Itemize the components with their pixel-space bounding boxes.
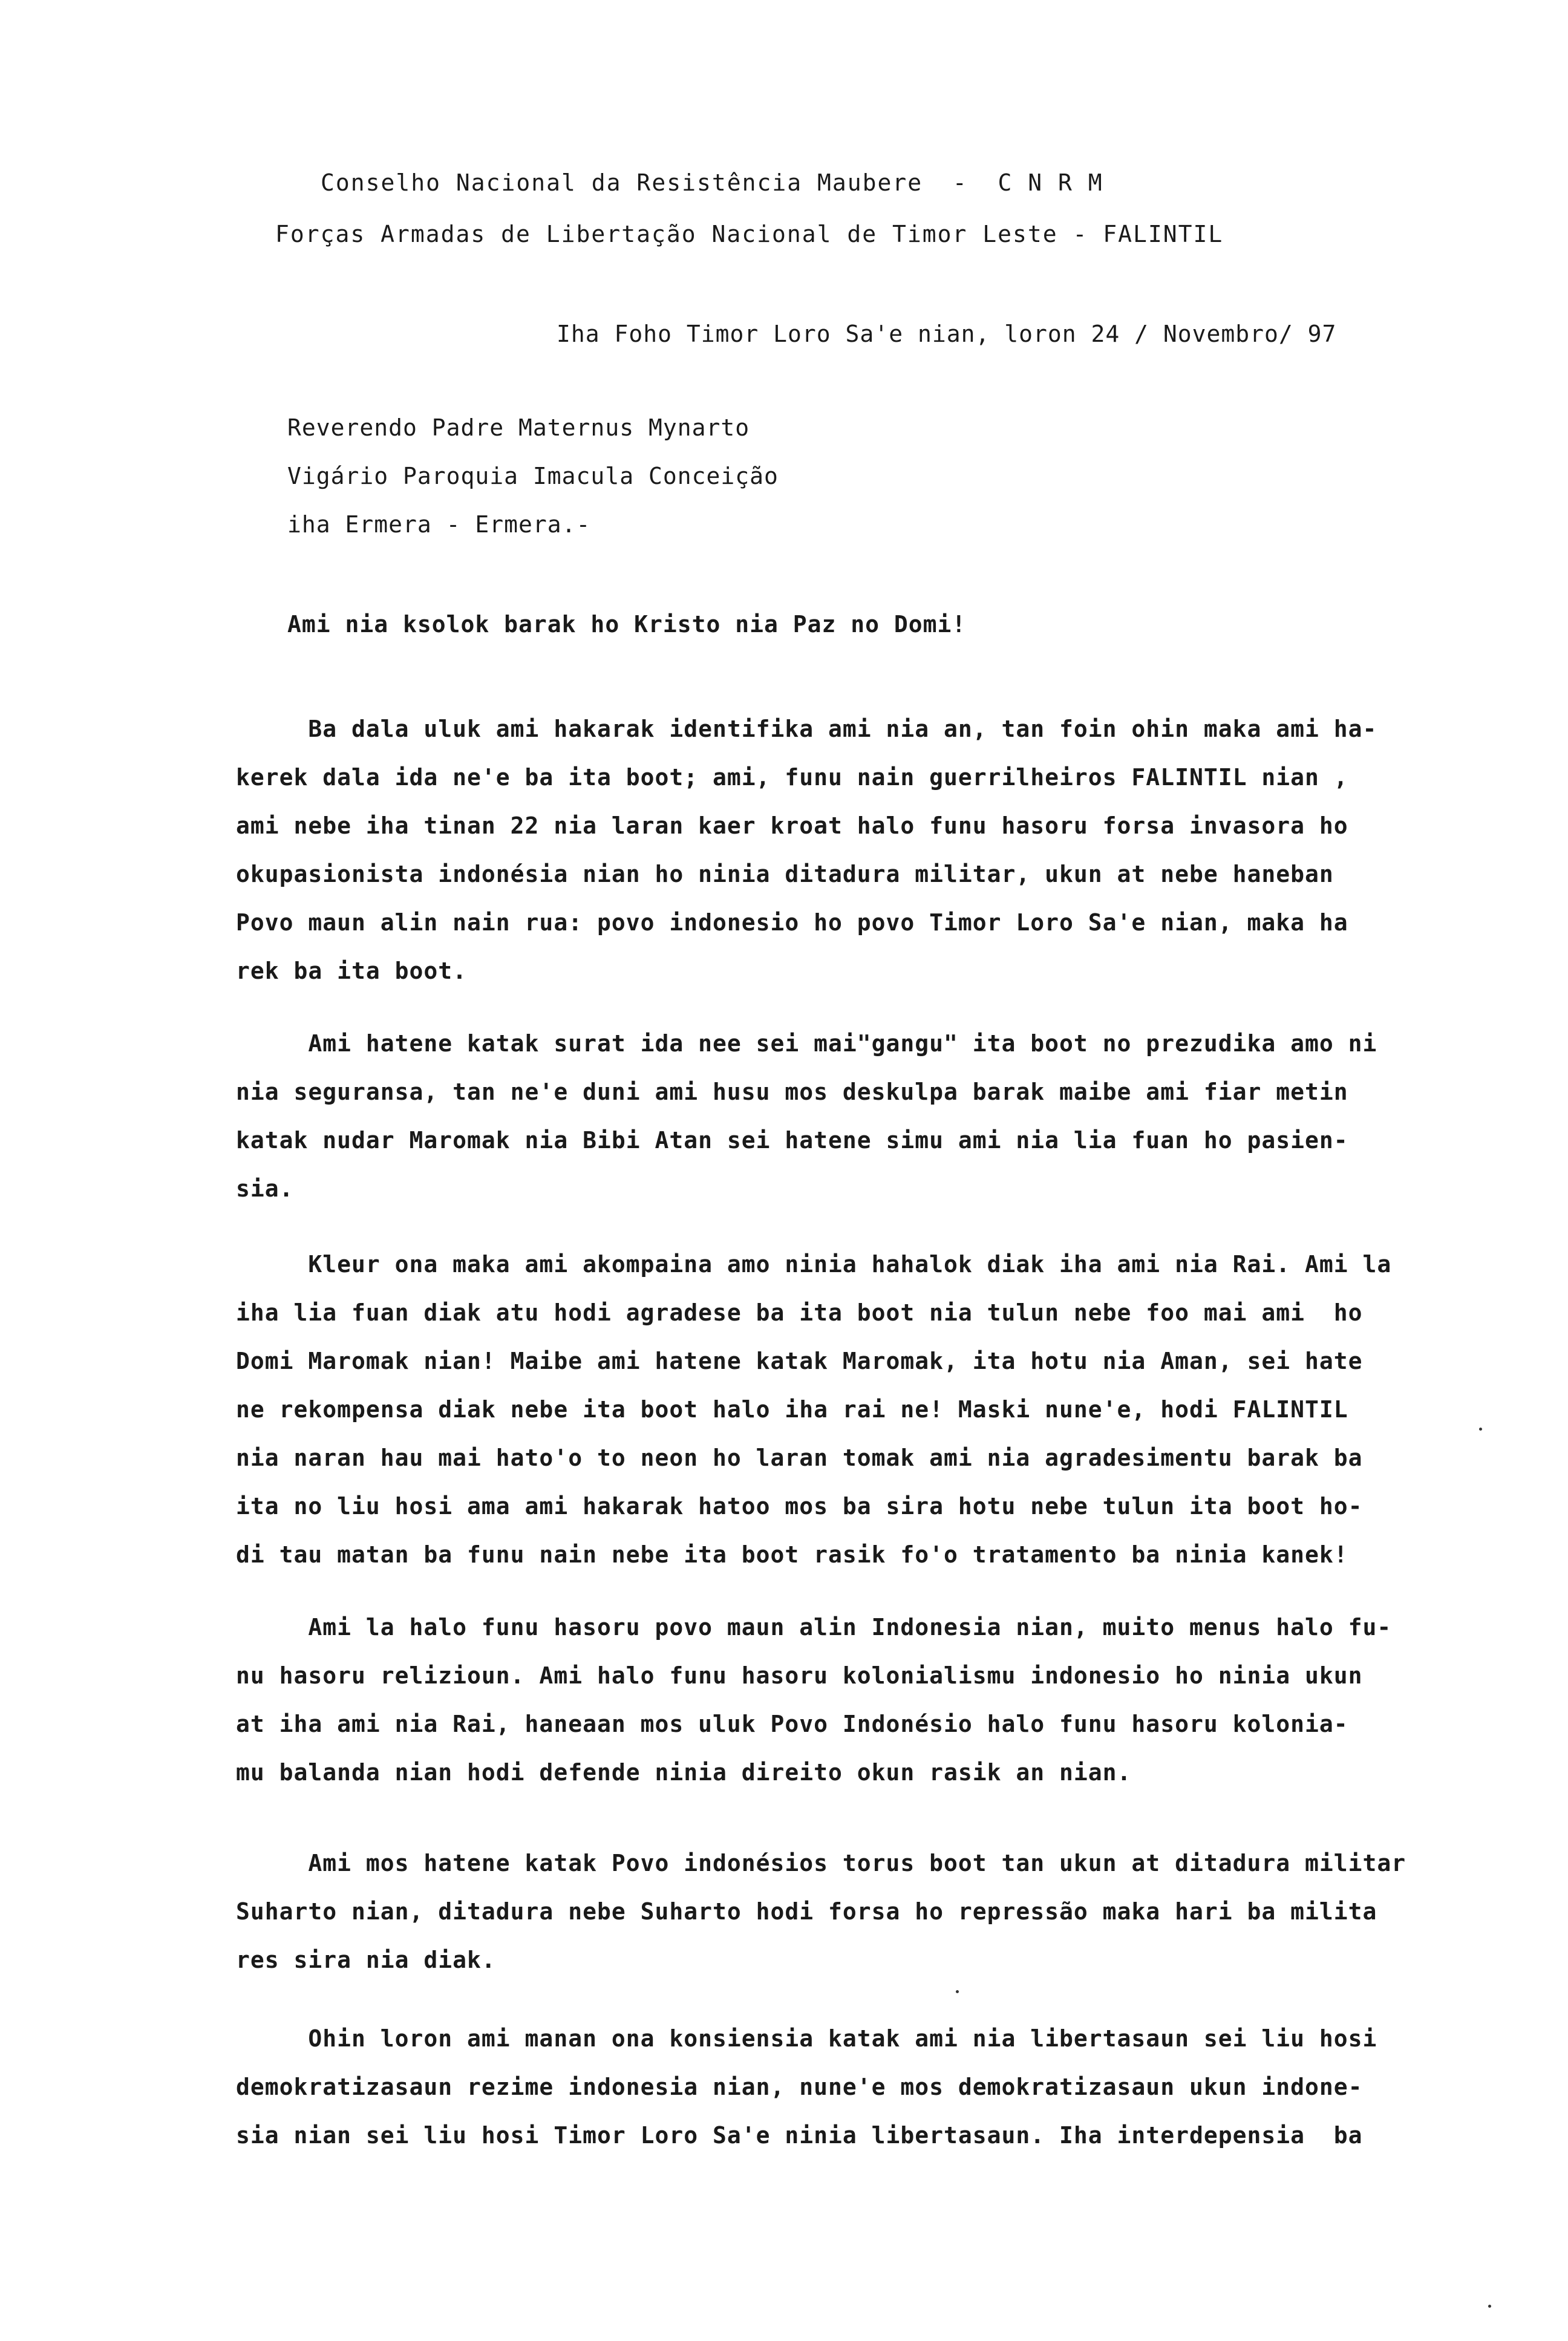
text-line: nu hasoru relizioun. Ami halo funu hasoru kolonialismu indonesio ho ninia ukun bbox=[236, 1662, 1363, 1689]
text-line: Ba dala uluk ami hakarak identifika ami nia an, tan foin ohin maka ami ha- bbox=[236, 716, 1377, 742]
text-line: kerek dala ida ne'e ba ita boot; ami, funu nain guerrilheiros FALINTIL nian , bbox=[236, 764, 1348, 791]
text-line: Povo maun alin nain rua: povo indonesio ho povo Timor Loro Sa'e nian, maka ha bbox=[236, 909, 1348, 936]
text-line: at iha ami nia Rai, haneaan mos uluk Povo Indonésio halo funu hasoru kolonia- bbox=[236, 1711, 1348, 1737]
paragraph-6 bbox=[236, 2014, 1410, 2160]
paragraph-4 bbox=[236, 1603, 1410, 1797]
dateline: Iha Foho Timor Loro Sa'e nian, loron 24 / Novembro/ 97 bbox=[557, 321, 1337, 347]
text-line: katak nudar Maromak nia Bibi Atan sei hatene simu ami nia lia fuan ho pasien- bbox=[236, 1127, 1348, 1154]
text-line: Ohin loron ami manan ona konsiensia katak ami nia libertasaun sei liu hosi bbox=[236, 2025, 1377, 2052]
text-line: di tau matan ba funu nain nebe ita boot rasik fo'o tratamento ba ninia kanek! bbox=[236, 1541, 1348, 1568]
text-line: okupasionista indonésia nian ho ninia ditadura militar, ukun at nebe haneban bbox=[236, 861, 1334, 887]
text-line: rek ba ita boot. bbox=[236, 958, 468, 984]
text-line: mu balanda nian hodi defende ninia direito okun rasik an nian. bbox=[236, 1759, 1132, 1786]
text-line: res sira nia diak. bbox=[236, 1947, 496, 1973]
addressee-title: Vigário Paroquia Imacula Conceição bbox=[287, 463, 779, 489]
paragraph-3 bbox=[236, 1240, 1410, 1579]
addressee-location: iha Ermera - Ermera.- bbox=[287, 511, 591, 538]
paragraph-5 bbox=[236, 1839, 1410, 1984]
text-line: Suharto nian, ditadura nebe Suharto hodi forsa ho repressão maka hari ba milita bbox=[236, 1898, 1377, 1925]
header-organization-falintil: Forças Armadas de Libertação Nacional de Timor Leste - FALINTIL bbox=[275, 221, 1224, 247]
text-line: Ami la halo funu hasoru povo maun alin Indonesia nian, muito menus halo fu- bbox=[236, 1614, 1392, 1641]
header-organization-cnrm: Conselho Nacional da Resistência Maubere - C N R M bbox=[321, 169, 1103, 196]
text-line: ita no liu hosi ama ami hakarak hatoo mos ba sira hotu nebe tulun ita boot ho- bbox=[236, 1493, 1363, 1520]
greeting: Ami nia ksolok barak ho Kristo nia Paz no Domi! bbox=[287, 611, 967, 638]
text-line: sia. bbox=[236, 1175, 294, 1202]
text-line: Domi Maromak nian! Maibe ami hatene katak Maromak, ita hotu nia Aman, sei hate bbox=[236, 1348, 1363, 1374]
scan-speck bbox=[956, 1990, 959, 1993]
text-line: ami nebe iha tinan 22 nia laran kaer kroat halo funu hasoru forsa invasora ho bbox=[236, 812, 1348, 839]
text-line: nia seguransa, tan ne'e duni ami husu mos deskulpa barak maibe ami fiar metin bbox=[236, 1079, 1348, 1105]
text-line: Kleur ona maka ami akompaina amo ninia hahalok diak iha ami nia Rai. Ami la bbox=[236, 1251, 1392, 1278]
paragraph-2 bbox=[236, 1019, 1410, 1213]
text-line: Ami mos hatene katak Povo indonésios torus boot tan ukun at ditadura militar bbox=[236, 1850, 1406, 1876]
text-line: demokratizasaun rezime indonesia nian, nune'e mos demokratizasaun ukun indone- bbox=[236, 2074, 1363, 2100]
text-line: iha lia fuan diak atu hodi agradese ba ita boot nia tulun nebe foo mai ami ho bbox=[236, 1299, 1363, 1326]
text-line: nia naran hau mai hato'o to neon ho laran tomak ami nia agradesimentu barak ba bbox=[236, 1445, 1363, 1471]
text-line: sia nian sei liu hosi Timor Loro Sa'e ninia libertasaun. Iha interdepensia ba bbox=[236, 2122, 1363, 2149]
text-line: Ami hatene katak surat ida nee sei mai"gangu" ita boot no prezudika amo ni bbox=[236, 1030, 1377, 1057]
text-line: ne rekompensa diak nebe ita boot halo iha rai ne! Maski nune'e, hodi FALINTIL bbox=[236, 1396, 1348, 1423]
scan-speck bbox=[1479, 1428, 1482, 1431]
addressee-name: Reverendo Padre Maternus Mynarto bbox=[287, 414, 750, 441]
paragraph-1 bbox=[236, 705, 1410, 995]
scan-speck bbox=[1488, 2305, 1491, 2308]
